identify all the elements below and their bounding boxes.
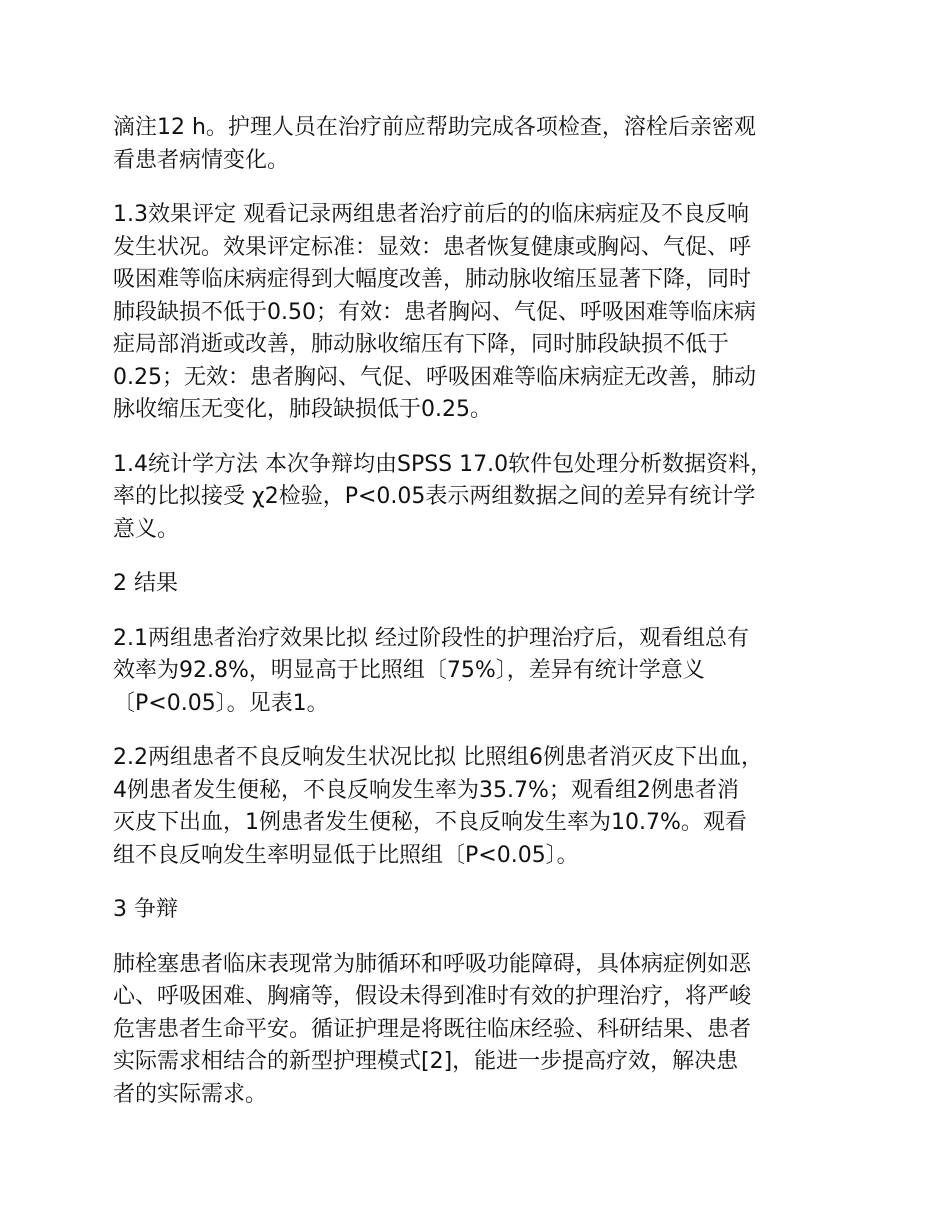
- paragraph-statistical-methods: 1.4统计学方法 本次争辩均由SPSS 17.0软件包处理分析数据资料， 率的比拟接受 χ2检验，P<0.05表示两组数据之间的差异有统计学 意义。: [113, 451, 773, 542]
- section-heading-results: 2 结果: [113, 571, 178, 596]
- paragraph-effect-evaluation: 1.3效果评定 观看记录两组患者治疗前后的的临床病症及不良反响 发生状况。效果评定标准：显效：患者恢复健康或胸闷、气促、呼 吸困难等临床病症得到大幅度改善，肺动脉收缩压显著下降，同时 肺段缺损不低于0.50；有效：患者胸闷、气促、呼吸困难等临床病 症局部消逝或改善，肺动脉收缩压有下降，同时肺段缺损不低于 0.25；无效：患者胸闷、气促、呼吸困难等临床病症无改善，肺动 脉收缩压无变化，肺段缺损低于0.25。: [113, 202, 756, 422]
- section-heading-discussion: 3 争辩: [113, 897, 178, 922]
- paragraph-treatment-continued: 滴注12 h。护理人员在治疗前应帮助完成各项检查，溶栓后亲密观 看患者病情变化。: [113, 115, 756, 173]
- document-page: [113, 112, 843, 1133]
- paragraph-adverse-reaction-comparison: 2.2两组患者不良反响发生状况比拟 比照组6例患者消灭皮下出血， 4例患者发生便秘，不良反响发生率为35.7%；观看组2例患者消 灭皮下出血，1例患者发生便秘，不良反响发生率为10.7%。观看 组不良反响发生率明显低于比照组〔P<0.05〕。: [113, 745, 763, 868]
- paragraph-treatment-effect-comparison: 2.1两组患者治疗效果比拟 经过阶段性的护理治疗后，观看组总有 效率为92.8%，明显高于比照组〔75%〕，差异有统计学意义 〔P<0.05〕。见表1。: [113, 625, 749, 716]
- paragraph-discussion: 肺栓塞患者临床表现常为肺循环和呼吸功能障碍，具体病症例如恶 心、呼吸困难、胸痛等，假设未得到准时有效的护理治疗，将严峻 危害患者生命平安。循证护理是将既往临床经验、科研结果、患者 实际需求相结合的新型护理模式[2]，能进一步提高疗效，解决患 者的实际需求。: [113, 951, 752, 1107]
